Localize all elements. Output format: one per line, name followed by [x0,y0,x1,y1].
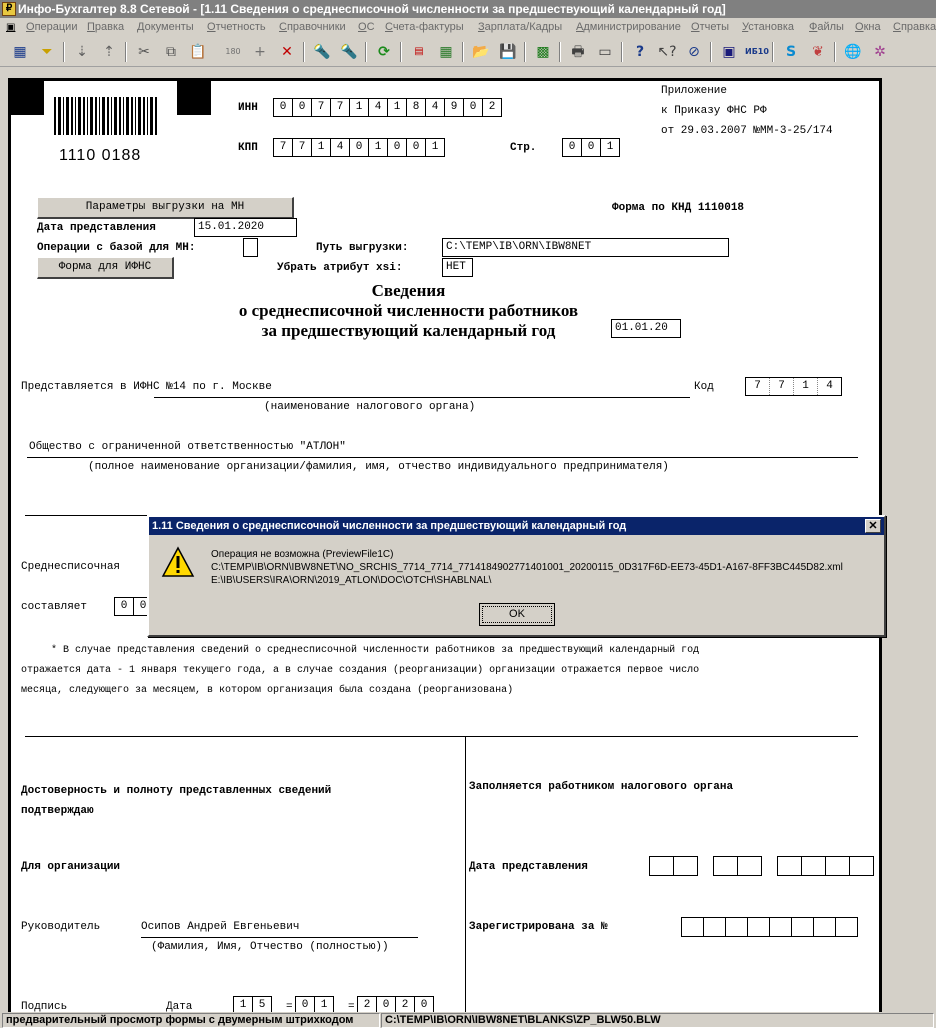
footnote-line: отражается дата - 1 января текущего года, а в случае создания (реорганизации) организации отражается первое число [21,665,700,676]
column-divider [465,737,466,1012]
inn-cell: 8 [407,99,426,116]
avg-label: Среднесписочная [21,561,121,573]
menu-documents[interactable]: Документы [137,21,194,33]
inn-cell: 4 [369,99,388,116]
sign-label: Подпись [21,1001,68,1012]
dialog-title: 1.11 Сведения о среднесписочной численности за предшествующий календарный год [149,517,884,535]
reg-number-cells [681,917,858,937]
sign-cell: 0 [296,997,315,1012]
status-path: C:\TEMP\IB\ORN\IBW8NET\BLANKS\ZP_BLW50.BLW [381,1013,934,1028]
app-icon[interactable]: ₽ [2,2,16,16]
menu-windows[interactable]: Окна [855,21,881,33]
print-icon[interactable]: 🖶 [571,44,585,60]
refresh-icon[interactable]: ⟳ [378,44,390,60]
preview-icon[interactable]: ▭ [598,44,612,60]
date-input[interactable]: 15.01.2020 [194,218,297,237]
menu-invoices[interactable]: Счета-фактуры [385,21,464,33]
sign-month-cells [295,996,334,1012]
appendix-line: от 29.03.2007 №ММ-3-25/174 [661,125,833,137]
menu-operations[interactable]: Операции [26,21,78,33]
reg-label: Зарегистрирована за № [469,921,608,933]
date-separator: = [348,1001,355,1012]
kpp-cell: 0 [388,139,407,156]
dialog-close-button[interactable]: ✕ [865,519,881,533]
barcode-number: 1110 0188 [59,147,142,164]
toolbar-separator [365,42,367,62]
inn-cell: 1 [350,99,369,116]
document-menu-icon[interactable]: ▣ [6,22,16,33]
xsi-label: Убрать атрибут xsi: [277,262,403,274]
code-cell: 7 [746,378,770,395]
code-cells [745,377,842,396]
barcode-image [54,97,162,151]
org-caption: (полное наименование организации/фамилия, имя, отчество индивидуального предпринимателя) [88,461,669,473]
toolbar-separator [834,42,836,62]
ops-label: Операции с базой для МН: [37,242,196,254]
dialog-message [211,548,843,587]
status-bar [0,1012,936,1028]
tax-fill-label: Заполняется работником налогового органа [469,781,734,793]
toolbar-separator [400,42,402,62]
code-cell: 1 [794,378,818,395]
appendix-line: Приложение [661,85,728,97]
kpp-cell: 0 [350,139,369,156]
menu-os[interactable]: ОС [358,21,375,33]
help-icon[interactable]: ? [635,44,645,60]
menu-reports2[interactable]: Отчеты [691,21,730,33]
toolbar-separator [524,42,526,62]
menu-bar [0,18,936,37]
kpp-cells [273,138,445,157]
heading-line: о среднесписочной численности работников [238,301,579,320]
toolbar-separator [710,42,712,62]
footnote-line: месяца, следующего за месяцем, в котором организация была создана (реорганизована) [21,685,514,696]
org-underline [27,457,858,458]
sign-date-label: Дата [166,1001,193,1012]
window-titlebar [0,0,936,18]
kpp-cell: 1 [426,139,445,156]
inn-cell: 0 [293,99,312,116]
tax-date-day-cells [649,856,698,876]
table-icon[interactable]: ▦ [13,44,27,60]
page-cell: 1 [601,139,620,156]
excel-icon[interactable]: ▩ [536,44,550,60]
kpp-cell: 0 [407,139,426,156]
tax-org-caption: (наименование налогового органа) [264,401,476,413]
knd-label: Форма по КНД 1110018 [612,202,745,214]
code-cell: 4 [826,380,833,392]
delete-icon[interactable]: ✕ [281,44,293,60]
tax-date-label: Дата представления [469,861,588,873]
menu-admin[interactable]: Администрирование [576,21,681,33]
sort-asc-icon[interactable]: ⇣ [76,44,88,60]
toolbar-separator [621,42,623,62]
sign-cell: 2 [396,997,415,1012]
separator-line [25,515,149,516]
corner-marker [177,81,211,115]
sign-year-cells [357,996,434,1012]
menu-reports[interactable]: Отчетность [207,21,266,33]
menu-files[interactable]: Файлы [809,21,844,33]
status-hint: предварительный просмотр формы с двумерным штрихкодом [2,1013,380,1028]
date-separator: = [286,1001,293,1012]
heading-line: Сведения [371,281,446,300]
head-name[interactable]: Осипов Андрей Евгеньевич [141,921,418,938]
inn-label: ИНН [238,102,258,114]
confirm-line: подтверждаю [21,805,94,817]
org-name: Общество с ограниченной ответственностью "АТЛОН" [29,441,346,453]
page-label: Стр. [510,142,537,154]
menu-salary[interactable]: Зарплата/Кадры [478,21,563,33]
inn-cell: 0 [464,99,483,116]
for-org-label: Для организации [21,861,121,873]
appendix-line: к Приказу ФНС РФ [661,105,767,117]
copy-icon[interactable]: ⧉ [166,44,176,60]
save-icon[interactable]: 💾 [499,44,517,60]
confirm-text [21,781,331,821]
xsi-input[interactable]: НЕТ [442,258,473,277]
toolbar-separator [559,42,561,62]
web-icon[interactable]: 🌐 [844,44,862,60]
sign-day-cells [233,996,272,1012]
toolbar-separator [303,42,305,62]
error-dialog [147,515,886,637]
ok-button[interactable]: OK [479,603,555,626]
head-caption: (Фамилия, Имя, Отчество (полностью)) [151,941,389,953]
toolbar-separator [125,42,127,62]
menu-edit[interactable]: Правка [87,21,125,33]
kpp-cell: 7 [293,139,312,156]
find-next-icon[interactable]: 🔦 [340,44,358,60]
book-icon[interactable]: ▣ [722,44,736,60]
sort-desc-icon[interactable]: ⇡ [103,44,115,60]
export-params-button[interactable]: Параметры выгрузки на МН [37,197,294,219]
corner-marker [11,81,44,115]
appendix-text [661,81,833,141]
separator-line [25,736,858,737]
inn-cell: 0 [274,99,293,116]
warning-icon [161,546,195,578]
sign-cell: 1 [315,997,334,1012]
kpp-cell: 4 [331,139,350,156]
context-help-icon[interactable]: ↖? [657,44,677,60]
open-icon[interactable]: 📂 [472,44,490,60]
sign-cell: 5 [253,997,272,1012]
footnote-line: * В случае представления сведений о среднесписочной численности работников за предшествующий календарный год [51,645,700,656]
calc-icon[interactable]: 180 [225,47,241,56]
network-icon[interactable]: ✲ [874,44,886,60]
sign-cell: 0 [377,997,396,1012]
inn-cell: 7 [331,99,350,116]
sign-cell: 0 [415,997,434,1012]
footnote [21,641,699,701]
menu-references[interactable]: Справочники [279,21,346,33]
head-label: Руководитель [21,921,101,933]
kpp-label: КПП [238,142,258,154]
message-line: E:\IB\USERS\IRA\ORN\2019_ATLON\DOC\OTCH\SHABLNAL\ [211,575,492,586]
path-label: Путь выгрузки: [316,242,409,254]
page-cell: 0 [582,139,601,156]
message-line: C:\TEMP\IB\ORN\IBW8NET\NO_SRCHIS_7714_7714_7714184902771401001_20200115_0D317F6D-EE73-45D1-A167-8FF3BC445D82.xml [211,562,843,573]
kpp-cell: 1 [312,139,331,156]
ib10-icon[interactable]: ИБ10 [745,47,769,56]
message-line: Операция не возможна (PreviewFile1C) [211,549,394,560]
code-label: Код [694,381,714,393]
heading-line: за предшествующий календарный год [261,321,556,340]
inn-cell: 7 [312,99,331,116]
inn-cells [273,98,502,117]
add-icon[interactable]: + [254,44,266,60]
pdf-icon[interactable]: ▤ [414,46,424,57]
toolbar-separator [462,42,464,62]
inn-cell: 1 [388,99,407,116]
page-cells [562,138,620,157]
sign-cell: 2 [358,997,377,1012]
paste-icon[interactable]: 📋 [189,44,207,60]
menu-setup[interactable]: Установка [742,21,795,33]
inn-cell: 9 [445,99,464,116]
toolbar-separator [63,42,65,62]
amount-label: составляет [21,601,88,613]
find-icon[interactable]: 🔦 [313,44,331,60]
filter-icon[interactable]: ⏷ [41,44,53,60]
inn-cell: 2 [483,99,502,116]
compass-icon[interactable]: ⊘ [688,44,700,60]
year-input[interactable]: 01.01.20 [611,319,681,338]
lungs-icon[interactable]: ❦ [812,44,824,60]
toolbar [0,37,936,67]
date-label: Дата представления [37,222,156,234]
submitted-text: Представляется в ИФНС №14 по г. Москве [21,381,272,393]
ifns-form-button[interactable]: Форма для ИФНС [37,257,174,279]
form-heading [11,281,806,341]
cut-icon[interactable]: ✂ [138,44,150,60]
path-input[interactable]: C:\TEMP\IB\ORN\IBW8NET [442,238,729,257]
amount-cell: 0 [134,598,153,615]
code-cell: 7 [770,378,794,395]
amount-cell: 0 [115,598,134,615]
sign-cell: 1 [234,997,253,1012]
skype-icon[interactable]: S [785,44,797,60]
menu-help[interactable]: Справка [893,21,936,33]
inn-cell: 4 [426,99,445,116]
ops-checkbox[interactable] [243,238,258,257]
tax-date-month-cells [713,856,762,876]
kpp-cell: 1 [369,139,388,156]
calculator-icon[interactable]: ▦ [439,44,453,60]
window-title: Инфо-Бухгалтер 8.8 Сетевой - [1.11 Сведения о среднесписочной численности за предшествующий календарный год] [18,2,726,16]
page-cell: 0 [563,139,582,156]
kpp-cell: 7 [274,139,293,156]
toolbar-separator [772,42,774,62]
confirm-line: Достоверность и полноту представленных сведений [21,785,332,797]
tax-date-year-cells [777,856,874,876]
